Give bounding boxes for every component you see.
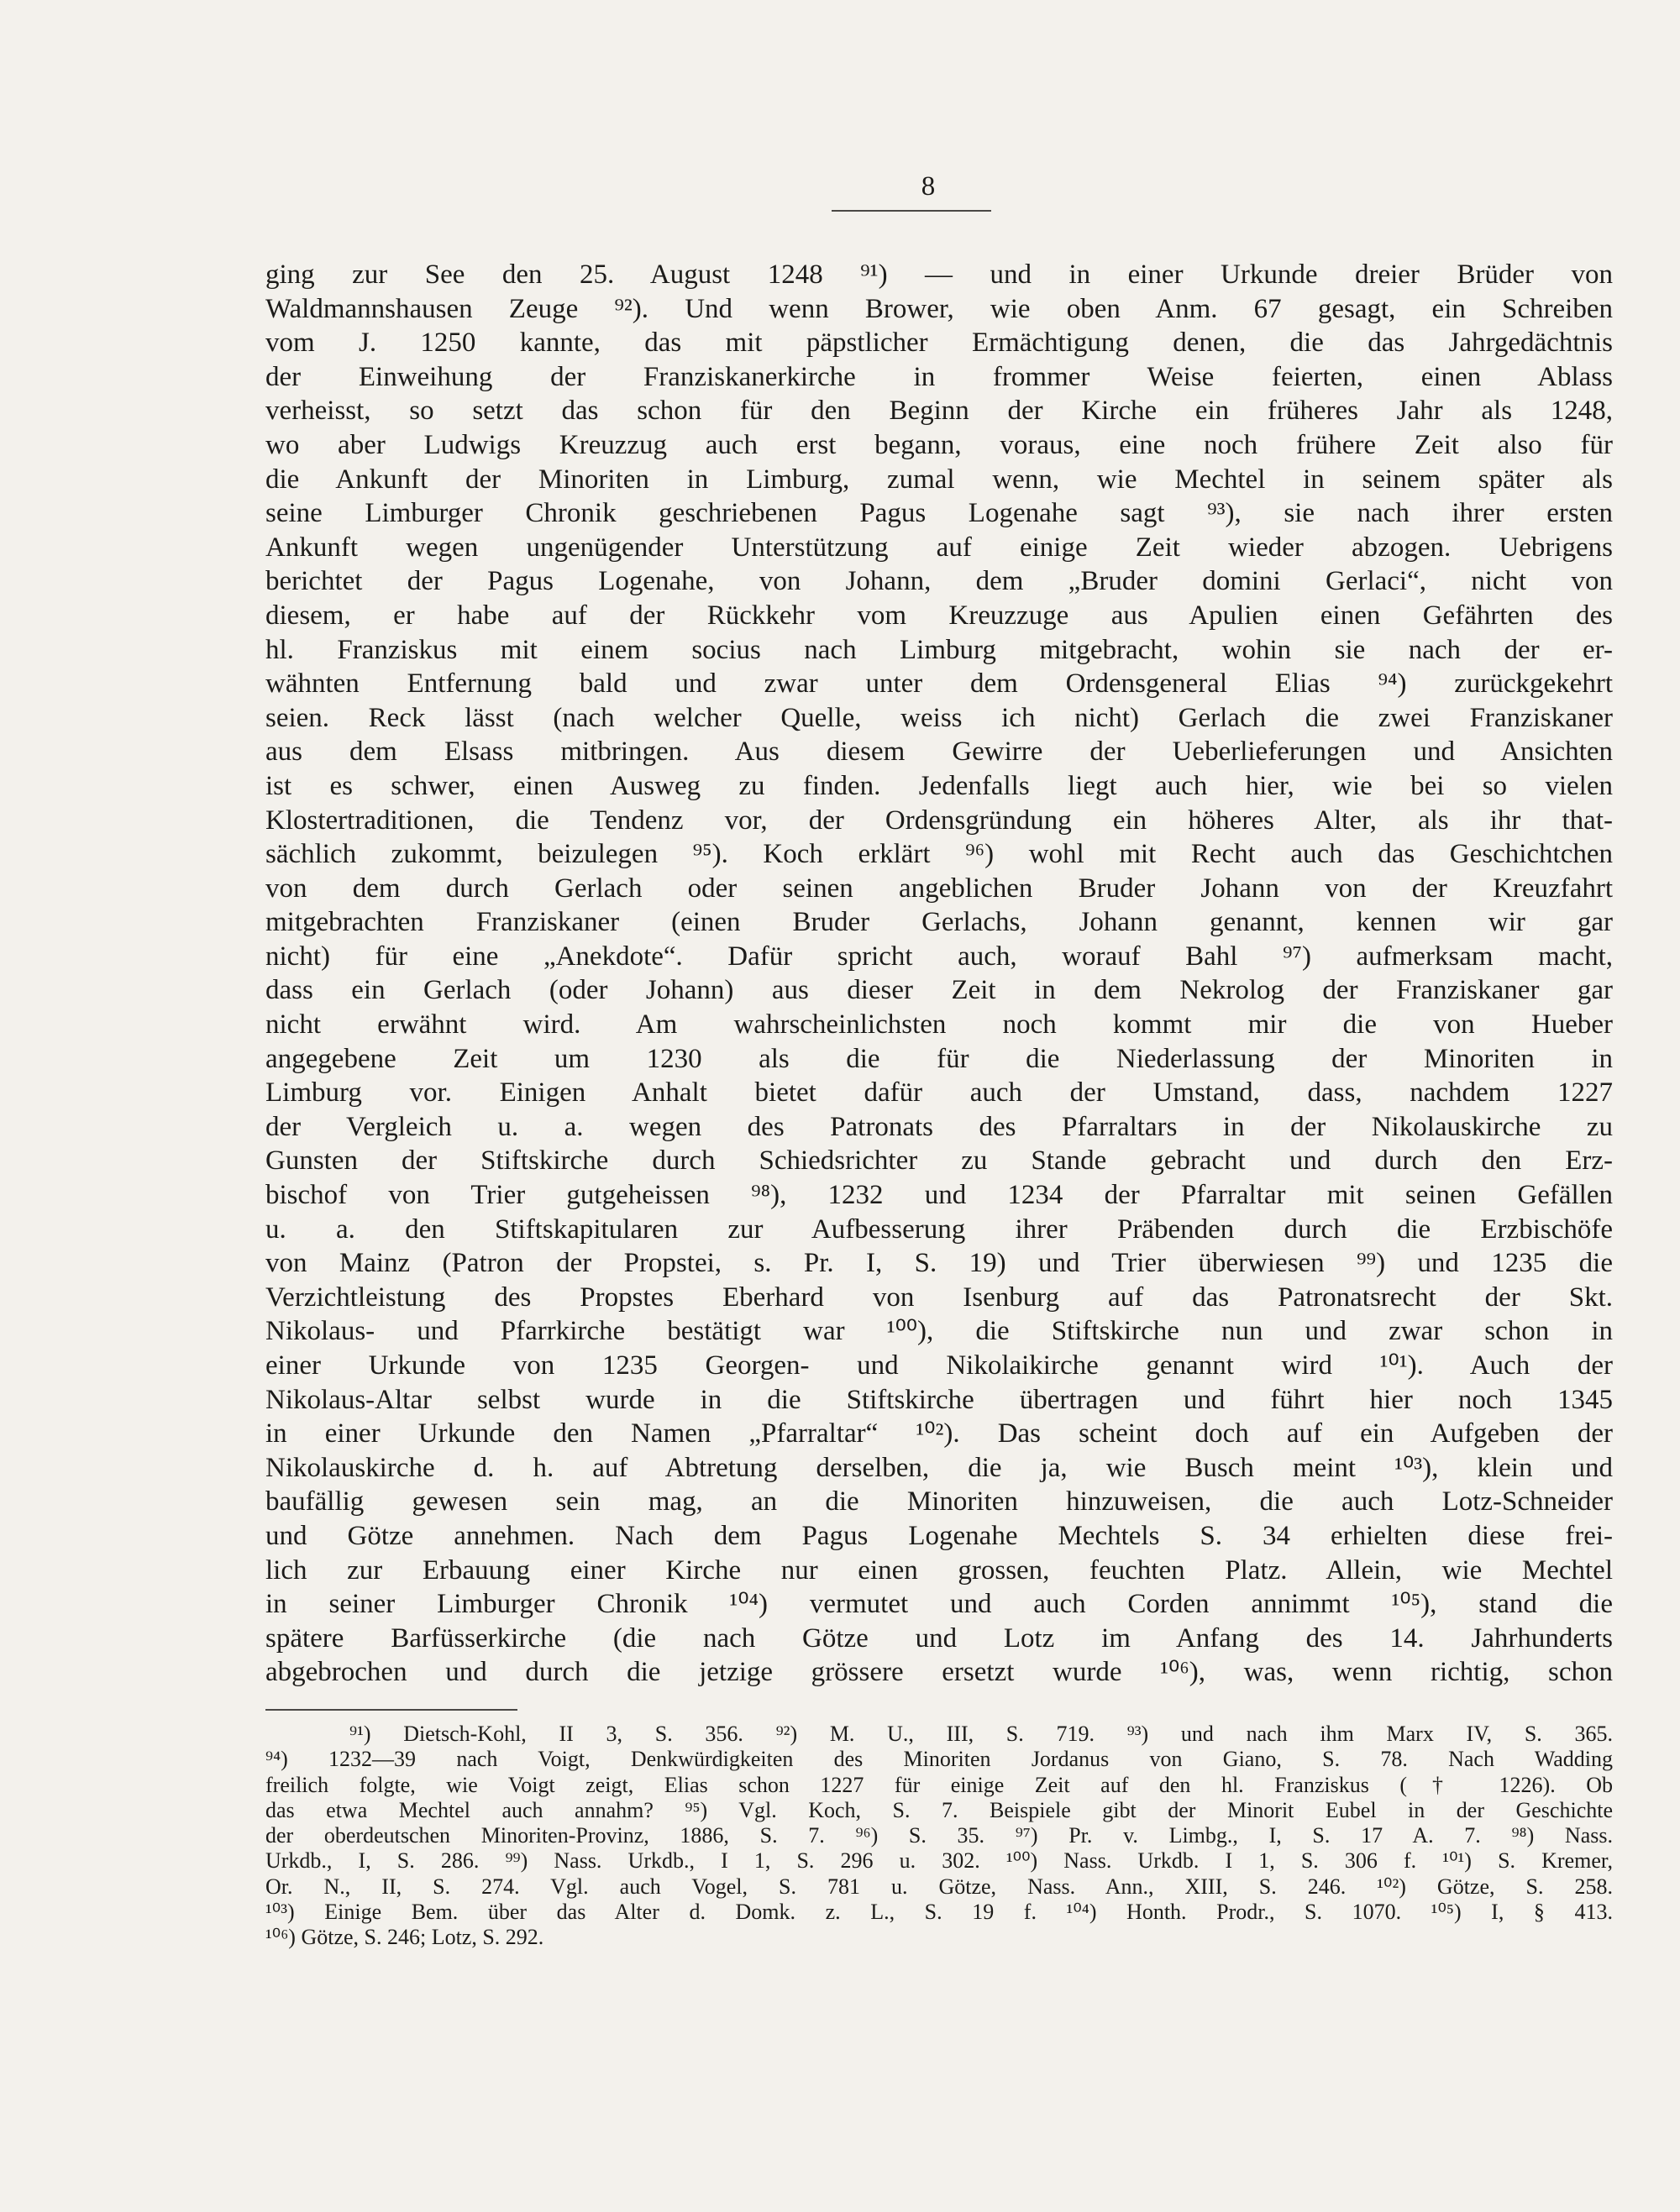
text-line: ist es schwer, einen Ausweg zu finden. Jedenfalls liegt auch hier, wie bei so vielen — [265, 770, 1613, 801]
text-line: in einer Urkunde den Namen „Pfarraltar“ ¹⁰²). Das scheint doch auf ein Aufgeben der — [265, 1418, 1613, 1449]
text-line: ging zur See den 25. August 1248 ⁹¹) — und in einer Urkunde dreier Brüder von — [265, 259, 1613, 290]
footnote-line: ¹⁰⁶) Götze, S. 246; Lotz, S. 292. — [265, 1925, 544, 1950]
footnote-line: der oberdeutschen Minoriten-Provinz, 1886, S. 7. ⁹⁶) S. 35. ⁹⁷) Pr. v. Limbg., I, S. 17 A. 7. ⁹⁸) Nass. — [265, 1823, 1613, 1848]
footnote-line: Urkdb., I, S. 286. ⁹⁹) Nass. Urkdb., I 1, S. 296 u. 302. ¹⁰⁰) Nass. Urkdb. I 1, S. 306 f. ¹⁰¹) S. Kremer, — [265, 1848, 1613, 1874]
footnote-line: ⁹¹) Dietsch-Kohl, II 3, S. 356. ⁹²) M. U., III, S. 719. ⁹³) und nach ihm Marx IV, S. 365. — [349, 1722, 1613, 1746]
text-line: dass ein Gerlach (oder Johann) aus dieser Zeit in dem Nekrolog der Franziskaner gar — [265, 975, 1613, 1006]
text-line: diesem, er habe auf der Rückkehr vom Kreuzzuge aus Apulien einen Gefährten des — [265, 600, 1613, 631]
text-line: verheisst, so setzt das schon für den Beginn der Kirche ein früheres Jahr als 1248, — [265, 396, 1613, 427]
text-line: wähnten Entfernung bald und zwar unter dem Ordensgeneral Elias ⁹⁴) zurückgekehrt — [265, 668, 1613, 700]
text-line: Verzichtleistung des Propstes Eberhard von Isenburg auf das Patronatsrecht der Skt. — [265, 1282, 1613, 1313]
text-line: nicht erwähnt wird. Am wahrscheinlichsten noch kommt mir die von Hueber — [265, 1009, 1613, 1040]
header-rule — [832, 210, 991, 212]
text-line: Ankunft wegen ungenügender Unterstützung auf einige Zeit wieder abzogen. Uebrigens — [265, 532, 1613, 563]
text-line: nicht) für eine „Anekdote“. Dafür spricht auch, worauf Bahl ⁹⁷) aufmerksam macht, — [265, 941, 1613, 972]
footnote-rule — [265, 1709, 517, 1711]
footnote-line: freilich folgte, wie Voigt zeigt, Elias schon 1227 für einige Zeit auf den hl. Franziskus († 1226). Ob — [265, 1772, 1613, 1797]
text-line: Nikolaus-Altar selbst wurde in die Stiftskirche übertragen und führt hier noch 1345 — [265, 1384, 1613, 1415]
text-line: der Vergleich u. a. wegen des Patronats des Pfarraltars in der Nikolauskirche zu — [265, 1111, 1613, 1142]
text-line: von dem durch Gerlach oder seinen angeblichen Bruder Johann von der Kreuzfahrt — [265, 873, 1613, 904]
text-line: abgebrochen und durch die jetzige grössere ersetzt wurde ¹⁰⁶), was, wenn richtig, schon — [265, 1657, 1613, 1688]
text-line: Nikolaus- und Pfarrkirche bestätigt war ¹⁰⁰), die Stiftskirche nun und zwar schon in — [265, 1316, 1613, 1347]
text-line: vom J. 1250 kannte, das mit päpstlicher Ermächtigung denen, die das Jahrgedächtnis — [265, 328, 1613, 359]
text-line: hl. Franziskus mit einem socius nach Limburg mitgebracht, wohin sie nach der er- — [265, 634, 1613, 665]
text-line: aus dem Elsass mitbringen. Aus diesem Gewirre der Ueberlieferungen und Ansichten — [265, 736, 1613, 768]
text-line: Nikolauskirche d. h. auf Abtretung derselben, die ja, wie Busch meint ¹⁰³), klein und — [265, 1452, 1613, 1483]
text-line: berichtet der Pagus Logenahe, von Johann, dem „Bruder domini Gerlaci“, nicht von — [265, 566, 1613, 597]
footnotes — [265, 1722, 1613, 1951]
text-line: seien. Reck lässt (nach welcher Quelle, weiss ich nicht) Gerlach die zwei Franziskaner — [265, 702, 1613, 733]
text-line: mitgebrachten Franziskaner (einen Bruder Gerlachs, Johann genannt, kennen wir gar — [265, 907, 1613, 938]
text-line: Klostertraditionen, die Tendenz vor, der Ordensgründung ein höheres Alter, als ihr that- — [265, 805, 1613, 836]
text-line: angegebene Zeit um 1230 als die für die Niederlassung der Minoriten in — [265, 1043, 1613, 1074]
text-line: von Mainz (Patron der Propstei, s. Pr. I, S. 19) und Trier überwiesen ⁹⁹) und 1235 die — [265, 1248, 1613, 1279]
text-line: und Götze annehmen. Nach dem Pagus Logenahe Mechtels S. 34 erhielten diese frei- — [265, 1520, 1613, 1551]
footnote-line: das etwa Mechtel auch annahm? ⁹⁵) Vgl. Koch, S. 7. Beispiele gibt der Minorit Eubel in der Geschichte — [265, 1797, 1613, 1822]
text-line: seine Limburger Chronik geschriebenen Pagus Logenahe sagt ⁹³), sie nach ihrer ersten — [265, 498, 1613, 529]
text-line: spätere Barfüsserkirche (die nach Götze und Lotz im Anfang des 14. Jahrhunderts — [265, 1622, 1613, 1654]
text-line: Gunsten der Stiftskirche durch Schiedsrichter zu Stande gebracht und durch den Erz- — [265, 1145, 1613, 1177]
text-line: u. a. den Stiftskapitularen zur Aufbesserung ihrer Präbenden durch die Erzbischöfe — [265, 1213, 1613, 1245]
text-line: die Ankunft der Minoriten in Limburg, zumal wenn, wie Mechtel in seinem später als — [265, 464, 1613, 495]
text-line: einer Urkunde von 1235 Georgen- und Nikolaikirche genannt wird ¹⁰¹). Auch der — [265, 1350, 1613, 1381]
footnote-line: Or. N., II, S. 274. Vgl. auch Vogel, S. 781 u. Götze, Nass. Ann., XIII, S. 246. ¹⁰²) Götze, S. 258. — [265, 1874, 1613, 1899]
text-line: bischof von Trier gutgeheissen ⁹⁸), 1232 und 1234 der Pfarraltar mit seinen Gefällen — [265, 1180, 1613, 1211]
text-line: sächlich zukommt, beizulegen ⁹⁵). Koch erklärt ⁹⁶) wohl mit Recht auch das Geschichtchen — [265, 839, 1613, 870]
text-line: lich zur Erbauung einer Kirche nur einen grossen, feuchten Platz. Allein, wie Mechtel — [265, 1554, 1613, 1586]
footnote-line: ⁹⁴) 1232—39 nach Voigt, Denkwürdigkeiten des Minoriten Jordanus von Giano, S. 78. Nach Wadding — [265, 1747, 1613, 1772]
text-line: der Einweihung der Franziskanerkirche in frommer Weise feierten, einen Ablass — [265, 361, 1613, 392]
main-text — [265, 258, 1613, 1690]
text-line: in seiner Limburger Chronik ¹⁰⁴) vermutet und auch Corden annimmt ¹⁰⁵), stand die — [265, 1589, 1613, 1620]
text-line: wo aber Ludwigs Kreuzzug auch erst begann, voraus, eine noch frühere Zeit also für — [265, 429, 1613, 460]
page-number: 8 — [921, 171, 936, 202]
text-line: baufällig gewesen sein mag, an die Minoriten hinzuweisen, die auch Lotz-Schneider — [265, 1486, 1613, 1517]
text-line: Limburg vor. Einigen Anhalt bietet dafür auch der Umstand, dass, nachdem 1227 — [265, 1077, 1613, 1109]
footnote-line: ¹⁰³) Einige Bem. über das Alter d. Domk. z. L., S. 19 f. ¹⁰⁴) Honth. Prodr., S. 1070. ¹⁰⁵) I, § 413. — [265, 1900, 1613, 1925]
text-line: Waldmannshausen Zeuge ⁹²). Und wenn Brower, wie oben Anm. 67 gesagt, ein Schreiben — [265, 293, 1613, 324]
